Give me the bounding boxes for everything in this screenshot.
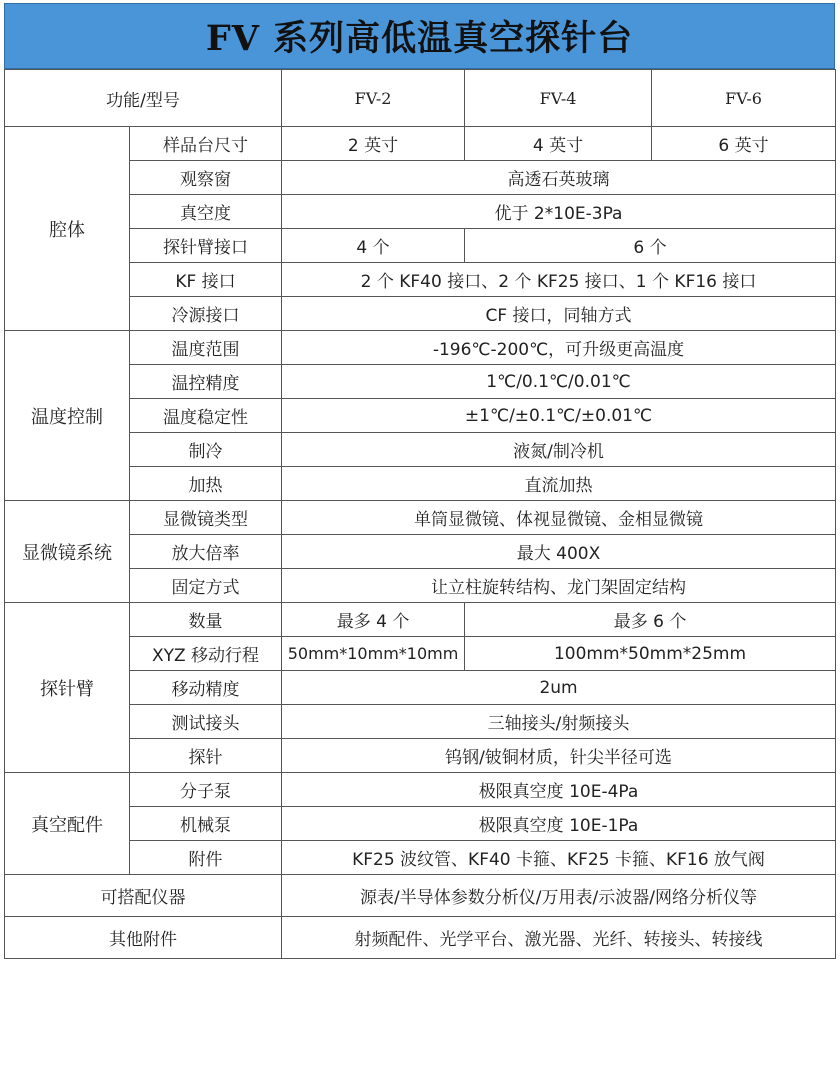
table-row <box>5 331 836 365</box>
table-row <box>5 433 836 467</box>
cell-fv-2: 50mm*10mm*10mm <box>282 637 465 671</box>
table-row <box>5 569 836 603</box>
row-label: 附件 <box>130 841 282 875</box>
row-label: 冷源接口 <box>130 297 282 331</box>
header-label: 功能/型号 <box>5 70 282 127</box>
row-label: 其他附件 <box>5 917 282 959</box>
row-label: 样品台尺寸 <box>130 127 282 161</box>
table-row <box>5 671 836 705</box>
row-label: 数量 <box>130 603 282 637</box>
header-row <box>5 70 836 127</box>
cell-value: 让立柱旋转结构、龙门架固定结构 <box>282 569 836 603</box>
cell-value: 源表/半导体参数分析仪/万用表/示波器/网络分析仪等 <box>282 875 836 917</box>
cell-fv-4-6: 最多 6 个 <box>465 603 836 637</box>
table-row <box>5 365 836 399</box>
row-label: 分子泵 <box>130 773 282 807</box>
cell-value: 2um <box>282 671 836 705</box>
section-temperature: 温度控制 <box>5 331 130 501</box>
row-label: 机械泵 <box>130 807 282 841</box>
cell-fv-2: 最多 4 个 <box>282 603 465 637</box>
spec-table <box>4 69 836 959</box>
cell-fv-6: 6 英寸 <box>652 127 836 161</box>
table-row <box>5 297 836 331</box>
cell-fv-4: 4 英寸 <box>465 127 652 161</box>
row-label: XYZ 移动行程 <box>130 637 282 671</box>
cell-fv-4-6: 100mm*50mm*25mm <box>465 637 836 671</box>
table-row <box>5 603 836 637</box>
row-label: 温控精度 <box>130 365 282 399</box>
table-row <box>5 127 836 161</box>
cell-value: 三轴接头/射频接头 <box>282 705 836 739</box>
table-row <box>5 773 836 807</box>
row-label: 可搭配仪器 <box>5 875 282 917</box>
table-row <box>5 195 836 229</box>
table-row <box>5 875 836 917</box>
table-row <box>5 807 836 841</box>
table-row <box>5 467 836 501</box>
cell-value: -196℃-200℃，可升级更高温度 <box>282 331 836 365</box>
cell-value: 优于 2*10E-3Pa <box>282 195 836 229</box>
model-fv-2: FV-2 <box>282 70 465 127</box>
row-label: 固定方式 <box>130 569 282 603</box>
cell-fv-2: 2 英寸 <box>282 127 465 161</box>
cell-value: 2 个 KF40 接口、2 个 KF25 接口、1 个 KF16 接口 <box>282 263 836 297</box>
row-label: 显微镜类型 <box>130 501 282 535</box>
row-label: 温度稳定性 <box>130 399 282 433</box>
section-microscope: 显微镜系统 <box>5 501 130 603</box>
cell-value: ±1℃/±0.1℃/±0.01℃ <box>282 399 836 433</box>
row-label: 加热 <box>130 467 282 501</box>
table-row <box>5 841 836 875</box>
table-row <box>5 161 836 195</box>
cell-value: 单筒显微镜、体视显微镜、金相显微镜 <box>282 501 836 535</box>
row-label: 观察窗 <box>130 161 282 195</box>
cell-value: 直流加热 <box>282 467 836 501</box>
table-row <box>5 535 836 569</box>
cell-value: CF 接口，同轴方式 <box>282 297 836 331</box>
table-row <box>5 229 836 263</box>
table-row <box>5 399 836 433</box>
row-label: 测试接头 <box>130 705 282 739</box>
row-label: 移动精度 <box>130 671 282 705</box>
row-label: 探针臂接口 <box>130 229 282 263</box>
cell-value: 高透石英玻璃 <box>282 161 836 195</box>
cell-fv-2: 4 个 <box>282 229 465 263</box>
table-row <box>5 263 836 297</box>
row-label: 真空度 <box>130 195 282 229</box>
cell-value: KF25 波纹管、KF40 卡箍、KF25 卡箍、KF16 放气阀 <box>282 841 836 875</box>
table-row <box>5 705 836 739</box>
row-label: 探针 <box>130 739 282 773</box>
section-chamber: 腔体 <box>5 127 130 331</box>
section-vacuum: 真空配件 <box>5 773 130 875</box>
row-label: KF 接口 <box>130 263 282 297</box>
table-row <box>5 501 836 535</box>
cell-value: 液氮/制冷机 <box>282 433 836 467</box>
model-fv-4: FV-4 <box>465 70 652 127</box>
section-probe-arm: 探针臂 <box>5 603 130 773</box>
table-row <box>5 637 836 671</box>
model-fv-6: FV-6 <box>652 70 836 127</box>
row-label: 制冷 <box>130 433 282 467</box>
row-label: 温度范围 <box>130 331 282 365</box>
cell-value: 射频配件、光学平台、激光器、光纤、转接头、转接线 <box>282 917 836 959</box>
cell-value: 极限真空度 10E-4Pa <box>282 773 836 807</box>
table-row <box>5 917 836 959</box>
table-row <box>5 739 836 773</box>
cell-value: 极限真空度 10E-1Pa <box>282 807 836 841</box>
row-label: 放大倍率 <box>130 535 282 569</box>
cell-fv-4-6: 6 个 <box>465 229 836 263</box>
spec-sheet <box>4 3 835 959</box>
cell-value: 钨钢/铍铜材质，针尖半径可选 <box>282 739 836 773</box>
cell-value: 1℃/0.1℃/0.01℃ <box>282 365 836 399</box>
page-title: FV 系列高低温真空探针台 <box>4 3 835 69</box>
cell-value: 最大 400X <box>282 535 836 569</box>
